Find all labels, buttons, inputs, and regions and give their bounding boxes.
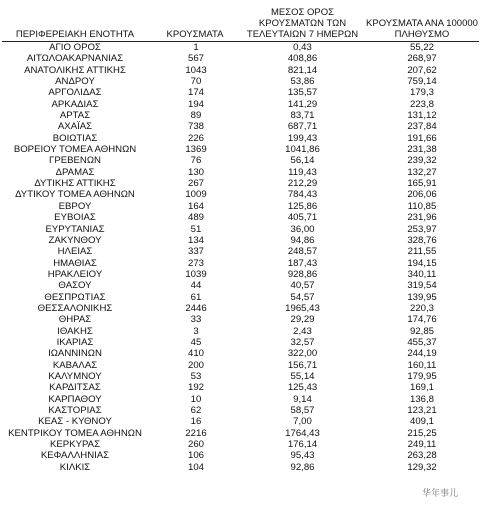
table-row	[0, 212, 481, 223]
region-cell: ΚΑΒΑΛΑΣ	[52, 359, 98, 371]
header-avg-line1: ΜΕΣΟΣ ΟΡΟΣ	[270, 7, 334, 18]
per-100k-cell: 215,25	[407, 427, 437, 439]
region-cell: ΑΡΓΟΛΙΔΑΣ	[48, 87, 102, 99]
avg-7day-cell: 784,43	[287, 189, 318, 201]
per-100k-cell: 263,28	[407, 450, 437, 462]
cases-cell: 1369	[185, 144, 207, 156]
table-row	[0, 178, 481, 189]
table-row	[0, 416, 481, 427]
region-cell: ΚΑΡΠΑΘΟΥ	[48, 393, 102, 405]
table-row	[0, 382, 481, 393]
header-avg-line2: ΚΡΟΥΣΜΑΤΩΝ ΤΩΝ	[258, 18, 347, 29]
region-cell: ΕΒΡΟΥ	[58, 200, 92, 212]
cases-cell: 174	[187, 87, 204, 99]
avg-7day-cell: 1041,86	[285, 144, 320, 156]
avg-7day-cell: 1764,43	[285, 427, 320, 439]
cases-cell: 567	[187, 53, 204, 65]
avg-7day-cell: 176,14	[287, 439, 318, 451]
avg-7day-cell: 408,86	[287, 53, 318, 65]
avg-7day-cell: 821,14	[287, 64, 318, 76]
per-100k-cell: 319,54	[407, 280, 437, 292]
region-cell: ΓΡΕΒΕΝΩΝ	[49, 155, 101, 167]
table-row	[0, 292, 481, 303]
per-100k-cell: 455,37	[407, 336, 437, 348]
table-row	[0, 53, 481, 64]
table-row	[0, 167, 481, 178]
table-row	[0, 65, 481, 76]
avg-7day-cell: 156,71	[287, 359, 318, 371]
region-cell: ΕΥΒΟΙΑΣ	[54, 212, 96, 224]
region-cell: ΚΑΣΤΟΡΙΑΣ	[48, 405, 102, 416]
per-100k-cell: 328,76	[407, 234, 437, 246]
avg-7day-cell: 687,71	[287, 121, 318, 133]
region-cell: ΚΑΛΥΜΝΟΥ	[48, 370, 102, 382]
table-row	[0, 303, 481, 314]
table-row	[0, 439, 481, 450]
table-row	[0, 133, 481, 144]
per-100k-cell: 223,8	[409, 98, 434, 110]
table-row	[0, 99, 481, 110]
cases-cell: 273	[187, 257, 204, 269]
per-100k-cell: 129,32	[407, 461, 437, 473]
region-cell: ΚΕΝΤΡΙΚΟΥ ΤΟΜΕΑ ΑΘΗΝΩΝ	[8, 427, 142, 439]
region-cell: ΗΜΑΘΙΑΣ	[53, 257, 97, 269]
avg-7day-cell: 322,00	[287, 348, 318, 360]
cases-cell: 89	[190, 110, 202, 122]
avg-7day-cell: 95,43	[290, 450, 315, 462]
cases-cell: 51	[190, 223, 202, 235]
avg-7day-cell: 405,71	[287, 212, 318, 224]
cases-cell: 10	[190, 393, 202, 405]
region-cell: ΗΡΑΚΛΕΙΟΥ	[47, 268, 103, 280]
table-row	[0, 360, 481, 371]
header-avg-line3: ΤΕΛΕΥΤΑΙΩΝ 7 ΗΜΕΡΩΝ	[246, 29, 359, 40]
table-row	[0, 314, 481, 325]
cases-cell: 1009	[185, 189, 207, 201]
cases-cell: 104	[187, 461, 204, 473]
per-100k-cell: 249,11	[407, 439, 437, 451]
avg-7day-cell: 248,57	[287, 246, 318, 258]
table-row	[0, 428, 481, 439]
region-cell: ΔΥΤΙΚΟΥ ΤΟΜΕΑ ΑΘΗΝΩΝ	[15, 189, 135, 201]
region-cell: ΚΙΛΚΙΣ	[59, 461, 91, 473]
table-row	[0, 235, 481, 246]
cases-cell: 76	[190, 155, 202, 167]
cases-cell: 62	[190, 405, 202, 416]
cases-cell: 44	[190, 280, 202, 292]
region-cell: ΘΕΣΠΡΩΤΙΑΣ	[44, 291, 106, 303]
avg-7day-cell: 9,14	[293, 393, 312, 405]
table-row	[0, 337, 481, 348]
avg-7day-cell: 187,43	[287, 257, 318, 269]
avg-7day-cell: 141,29	[287, 98, 318, 110]
per-100k-cell: 207,62	[407, 64, 437, 76]
header-region	[0, 0, 150, 40]
per-100k-cell: 194,15	[407, 257, 437, 269]
table-row	[0, 246, 481, 257]
table-body	[0, 42, 481, 473]
header-per-line2: ΠΛΗΘΥΣΜΟ	[394, 29, 450, 40]
region-cell: ΚΕΦΑΛΛΗΝΙΑΣ	[40, 450, 110, 462]
per-100k-cell: 239,32	[407, 155, 437, 167]
table-row	[0, 155, 481, 166]
per-100k-cell: 110,85	[407, 200, 437, 212]
cases-cell: 106	[187, 450, 204, 462]
per-100k-cell: 92,85	[409, 325, 434, 337]
per-100k-cell: 191,66	[407, 132, 437, 144]
region-cell: ΘΑΣΟΥ	[58, 280, 92, 292]
per-100k-cell: 340,11	[407, 268, 437, 280]
table-row	[0, 121, 481, 132]
per-100k-cell: 231,96	[407, 212, 437, 224]
avg-7day-cell: 7,00	[293, 416, 312, 428]
region-cell: ΖΑΚΥΝΘΟΥ	[48, 234, 102, 246]
cases-cell: 164	[187, 200, 204, 212]
per-100k-cell: 253,97	[407, 223, 437, 235]
cases-cell: 3	[193, 325, 199, 337]
avg-7day-cell: 0,43	[293, 42, 312, 53]
cases-cell: 1043	[185, 64, 207, 76]
per-100k-cell: 220,3	[409, 302, 434, 314]
avg-7day-cell: 58,57	[290, 405, 315, 416]
avg-7day-cell: 135,57	[287, 87, 318, 99]
avg-7day-cell: 29,29	[290, 314, 315, 326]
region-cell: ΑΧΑΪΑΣ	[57, 121, 93, 133]
cases-cell: 45	[190, 336, 202, 348]
table-row	[0, 258, 481, 269]
cases-cell: 33	[190, 314, 202, 326]
cases-cell: 2446	[185, 302, 207, 314]
per-100k-cell: 169,1	[409, 382, 434, 394]
avg-7day-cell: 56,14	[290, 155, 315, 167]
cases-cell: 489	[187, 212, 204, 224]
avg-7day-cell: 212,29	[287, 178, 318, 190]
table-row	[0, 405, 481, 416]
table-row	[0, 224, 481, 235]
avg-7day-cell: 2,43	[293, 325, 312, 337]
avg-7day-cell: 928,86	[287, 268, 318, 280]
per-100k-cell: 206,06	[407, 189, 437, 201]
cases-cell: 410	[187, 348, 204, 360]
region-cell: ΑΓΙΟ ΟΡΟΣ	[49, 42, 101, 53]
avg-7day-cell: 125,86	[287, 200, 318, 212]
table-row	[0, 348, 481, 359]
region-cell: ΚΑΡΔΙΤΣΑΣ	[49, 382, 101, 394]
avg-7day-cell: 119,43	[288, 166, 317, 178]
header-cases	[150, 0, 240, 40]
region-cell: ΙΘΑΚΗΣ	[57, 325, 93, 337]
table-row	[0, 280, 481, 291]
per-100k-cell: 237,84	[407, 121, 437, 133]
table-row	[0, 269, 481, 280]
cases-cell: 130	[187, 166, 204, 178]
region-cell: ΒΟΡΕΙΟΥ ΤΟΜΕΑ ΑΘΗΝΩΝ	[13, 144, 137, 156]
per-100k-cell: 139,95	[407, 291, 437, 303]
cases-cell: 70	[190, 76, 202, 88]
per-100k-cell: 136,8	[409, 393, 434, 405]
per-100k-cell: 179,95	[407, 370, 437, 382]
avg-7day-cell: 83,71	[290, 110, 315, 122]
header-per-100k	[362, 0, 481, 40]
region-cell: ΑΝΑΤΟΛΙΚΗΣ ΑΤΤΙΚΗΣ	[24, 64, 126, 76]
table-row	[0, 394, 481, 405]
avg-7day-cell: 54,57	[290, 291, 315, 303]
cases-cell: 260	[187, 439, 204, 451]
watermark: 华年事儿	[422, 488, 459, 498]
region-cell: ΑΡΤΑΣ	[59, 110, 91, 122]
region-cell: ΘΕΣΣΑΛΟΝΙΚΗΣ	[37, 302, 113, 314]
per-100k-cell: 211,55	[407, 246, 437, 258]
per-100k-cell: 231,38	[407, 144, 437, 156]
cases-cell: 1039	[185, 268, 207, 280]
table-row	[0, 87, 481, 98]
per-100k-cell: 759,14	[407, 76, 437, 88]
avg-7day-cell: 55,14	[290, 370, 315, 382]
table-row	[0, 326, 481, 337]
region-cell: ΗΛΕΙΑΣ	[57, 246, 93, 258]
cases-cell: 226	[187, 132, 204, 144]
per-100k-cell: 244,19	[407, 348, 437, 360]
per-100k-cell: 123,21	[407, 405, 437, 416]
region-cell: ΔΥΤΙΚΗΣ ΑΤΤΙΚΗΣ	[34, 178, 116, 190]
avg-7day-cell: 1965,43	[285, 302, 320, 314]
header-cases-label: ΚΡΟΥΣΜΑΤΑ	[166, 29, 224, 40]
table-row	[0, 450, 481, 461]
avg-7day-cell: 40,57	[290, 280, 315, 292]
cases-cell: 200	[187, 359, 204, 371]
table-row	[0, 201, 481, 212]
per-100k-cell: 409,1	[409, 416, 434, 428]
per-100k-cell: 160,11	[407, 359, 437, 371]
region-cell: ΑΝΔΡΟΥ	[55, 76, 95, 88]
cases-cell: 337	[187, 246, 204, 258]
table-row	[0, 144, 481, 155]
region-cell: ΙΚΑΡΙΑΣ	[56, 336, 94, 348]
per-100k-cell: 268,97	[407, 53, 437, 65]
avg-7day-cell: 32,57	[290, 336, 315, 348]
cases-cell: 267	[187, 178, 204, 190]
cases-cell: 1	[193, 42, 199, 53]
table-row	[0, 371, 481, 382]
table-row	[0, 110, 481, 121]
region-cell: ΔΡΑΜΑΣ	[55, 166, 95, 178]
per-100k-cell: 179,3	[409, 87, 434, 99]
cases-cell: 134	[187, 234, 204, 246]
per-100k-cell: 165,91	[407, 178, 437, 190]
region-cell: ΙΩΑΝΝΙΝΩΝ	[48, 348, 102, 360]
region-cell: ΚΕΡΚΥΡΑΣ	[49, 439, 100, 451]
avg-7day-cell: 36,00	[290, 223, 315, 235]
header-7day-average	[240, 0, 365, 40]
cases-cell: 194	[187, 98, 204, 110]
cases-cell: 2216	[185, 427, 207, 439]
table-row	[0, 42, 481, 53]
avg-7day-cell: 199,43	[287, 132, 318, 144]
avg-7day-cell: 125,43	[287, 382, 318, 394]
region-cell: ΑΙΤΩΛΟΑΚΑΡΝΑΝΙΑΣ	[26, 53, 124, 65]
cases-cell: 738	[187, 121, 204, 133]
region-cell: ΕΥΡΥΤΑΝΙΑΣ	[45, 223, 105, 235]
region-cell: ΚΕΑΣ - ΚΥΘΝΟΥ	[38, 416, 112, 428]
cases-cell: 192	[187, 382, 204, 394]
cases-cell: 53	[190, 370, 202, 382]
avg-7day-cell: 92,86	[290, 461, 315, 473]
avg-7day-cell: 53,86	[290, 76, 315, 88]
header-region-label: ΠΕΡΙΦΕΡΕΙΑΚΗ ΕΝΟΤΗΤΑ	[15, 29, 135, 40]
cases-cell: 16	[190, 416, 202, 428]
per-100k-cell: 55,22	[409, 42, 434, 53]
avg-7day-cell: 94,86	[290, 234, 315, 246]
header-per-line1: ΚΡΟΥΣΜΑΤΑ ΑΝΑ 100000	[366, 18, 478, 29]
table-row	[0, 462, 481, 473]
region-cell: ΑΡΚΑΔΙΑΣ	[51, 98, 99, 110]
per-100k-cell: 132,27	[407, 166, 437, 178]
cases-cell: 61	[190, 291, 202, 303]
per-100k-cell: 174,76	[407, 314, 437, 326]
table-row	[0, 76, 481, 87]
region-cell: ΒΟΙΩΤΙΑΣ	[52, 132, 98, 144]
table-row	[0, 189, 481, 200]
per-100k-cell: 131,12	[407, 110, 437, 122]
region-cell: ΘΗΡΑΣ	[58, 314, 92, 326]
